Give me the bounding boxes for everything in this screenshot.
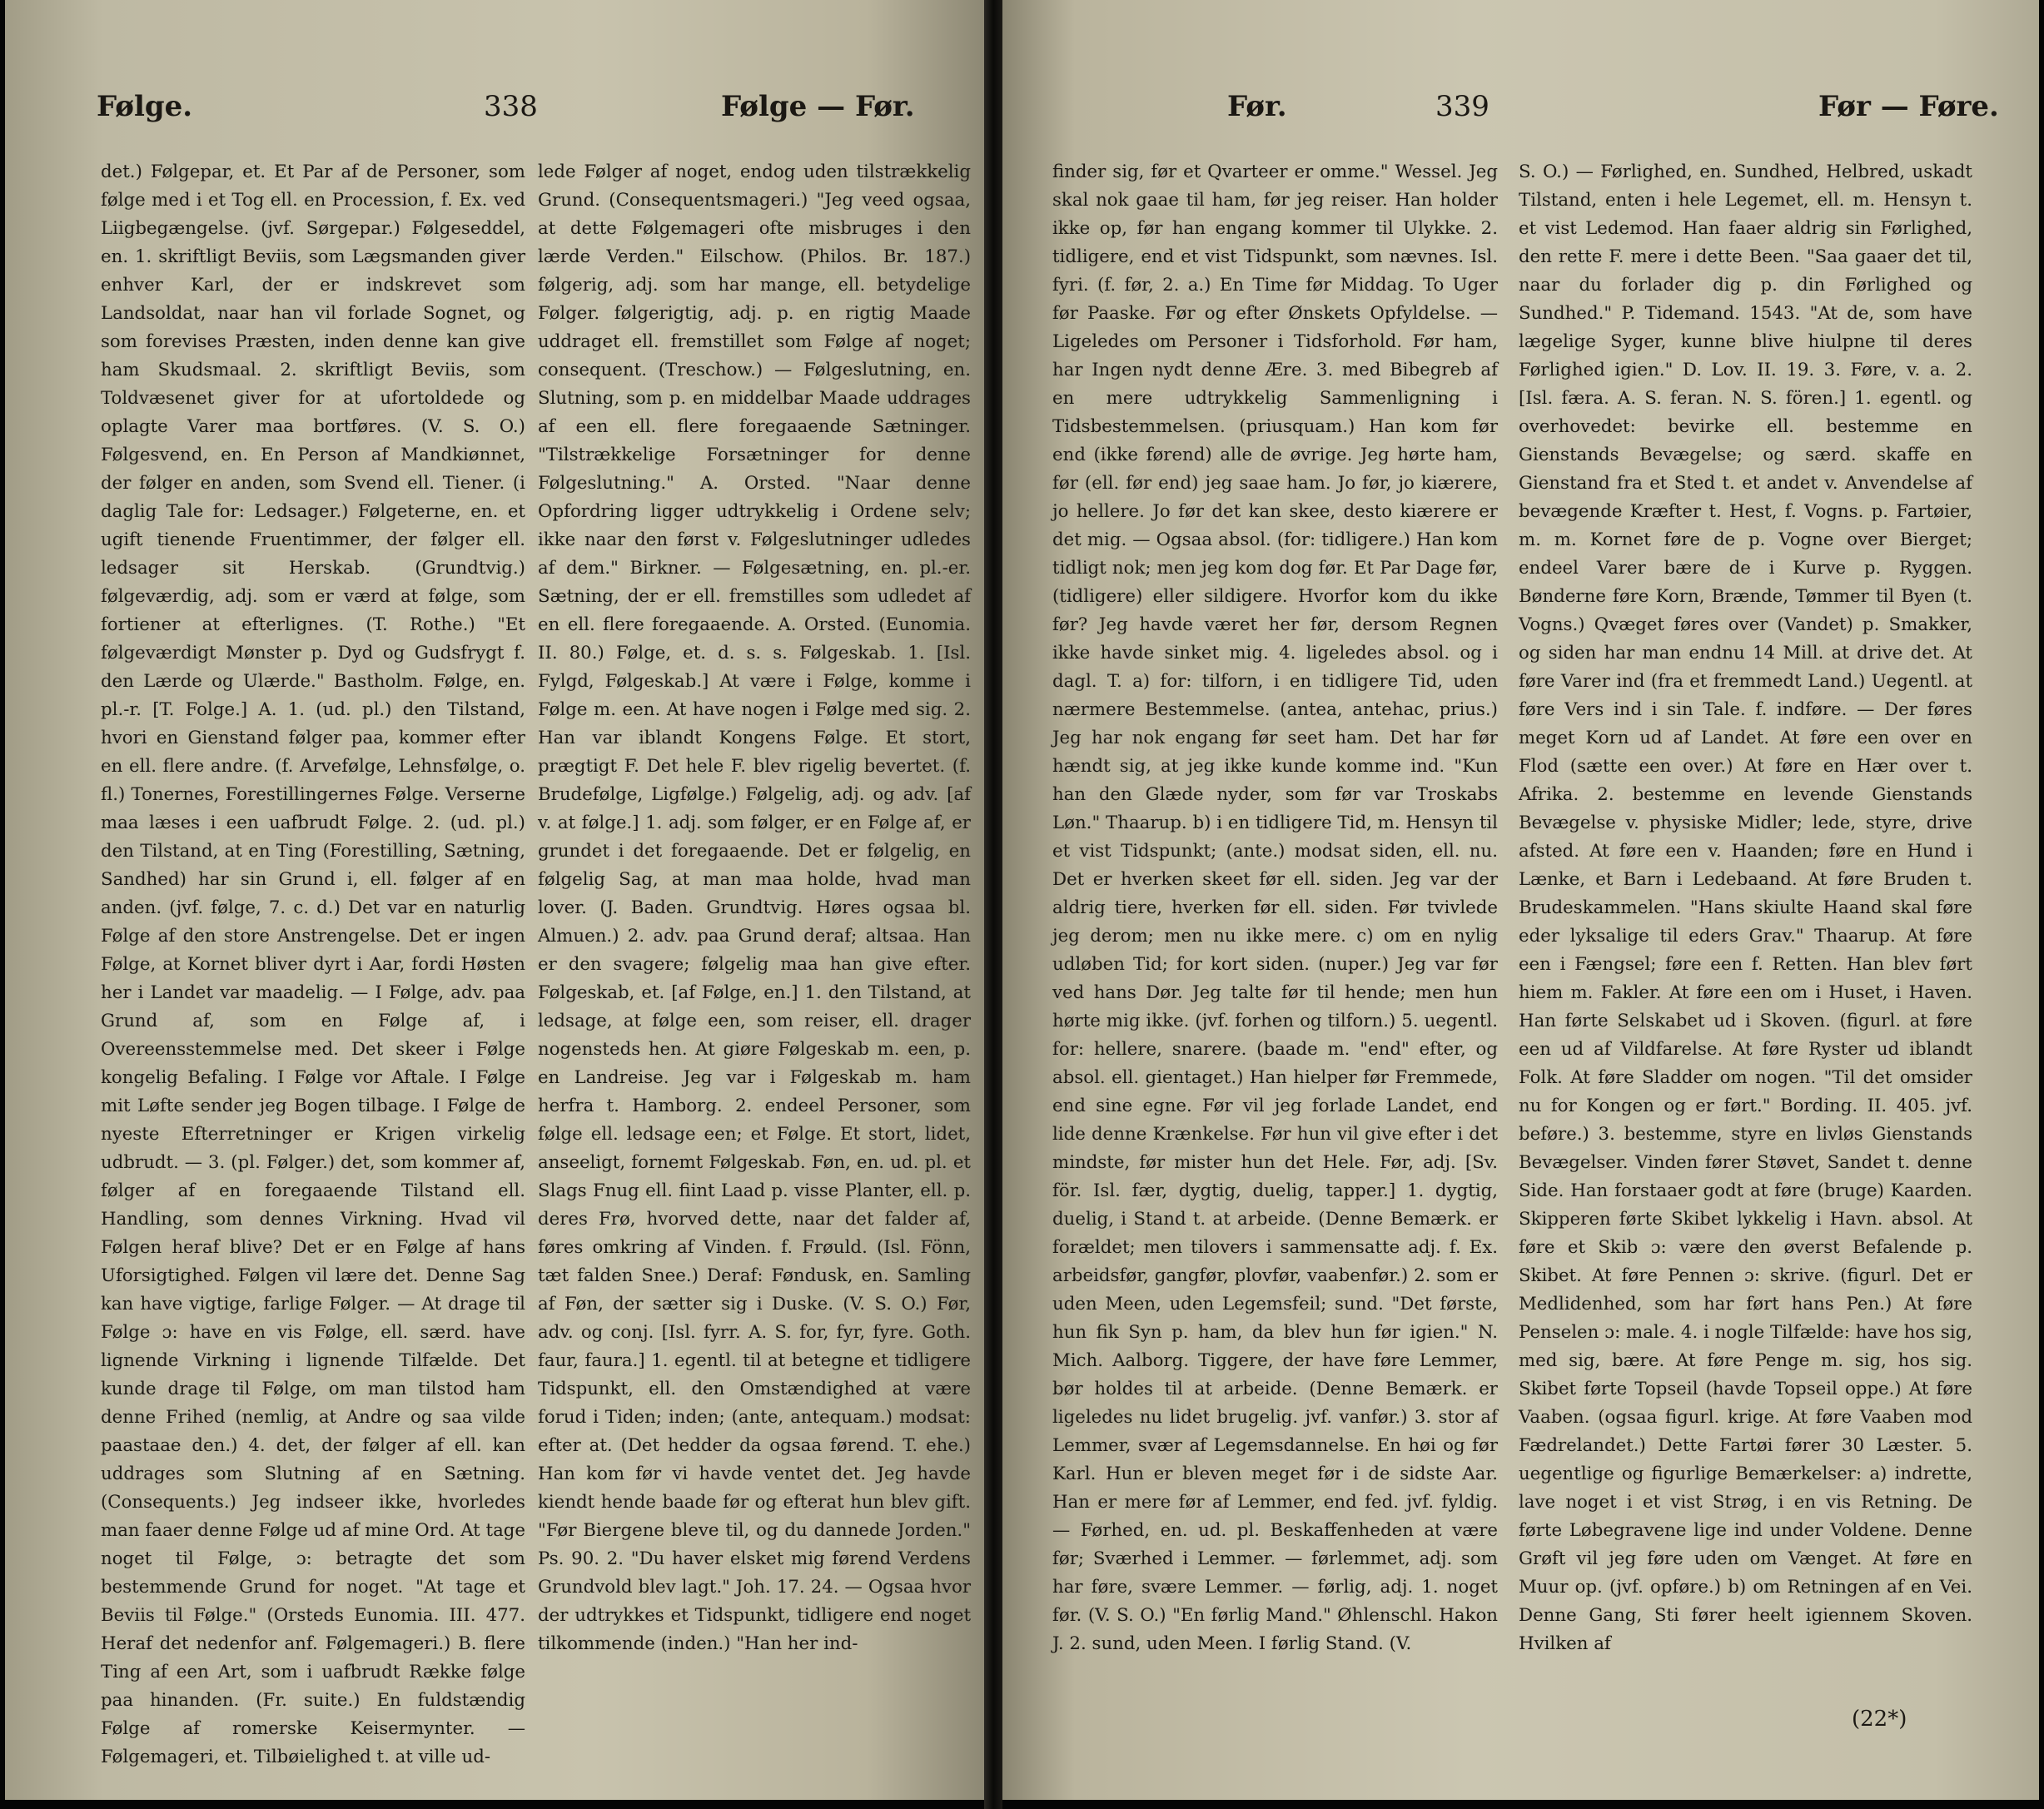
column-text: det.) Følgepar, et. Et Par af de Personer, som følge med i et Tog ell. en Procession, f. Ex. ved Liigbegængelse. (jvf. Sørgepar.) Følgeseddel, en. 1. skriftligt Beviis, som Lægsmanden giver enhver Karl, der er indskrevet som Landsoldat, naar han vil forlade Sognet, og som forevises Præsten, inden denne kan give ham Skudsmaal. 2. skriftligt Beviis, som Toldvæsenet giver for at ufortoldede og oplagte Varer maa bortføres. (V. S. O.) Følgesvend, en. En Person af Mandkiønnet, der følger en anden, som Svend ell. Tiener. (i daglig Tale for: Ledsager.) Følgeterne, en. et ugift tienende Fruentimmer, der følger ell. ledsager sit Herskab. (Grundtvig.) følgeværdig, adj. som er værd at følge, som fortiener at efterlignes. (T. Rothe.) "Et følgeværdigt Mønster p. Dyd og Gudsfrygt f. den Lærde og Ulærde." Bastholm. Følge, en. pl.-r. [T. Folge.] A. 1. (ud. pl.) den Tilstand, hvori en Gienstand følger paa, kommer efter en ell. flere andre. (f. Arvefølge, Lehnsfølge, o. fl.) Tonernes, Forestillingernes Følge. Verserne maa læses i een uafbrudt Følge. 2. (ud. pl.) den Tilstand, at en Ting (Forestilling, Sætning, Sandhed) har sin Grund i, ell. følger af en anden. (jvf. følge, 7. c. d.) Det var en naturlig Følge af den store Anstrengelse. Det er ingen Følge, at Kornet bliver dyrt i Aar, fordi Høsten her i Landet var maadelig. — I Følge, adv. paa Grund af, som en Følge af, i Overeensstemmelse med. Det skeer i Følge kongelig Befaling. I Følge vor Aftale. I Følge mit Løfte sender jeg Bogen tilbage. I Følge de nyeste Efterretninger er Krigen virkelig udbrudt. — 3. (pl. Følger.) det, som kommer af, følger af en foregaaende Tilstand ell. Handling, som dennes Virkning. Hvad vil Følgen heraf blive? Det er en Følge af hans Uforsigtighed. Følgen vil lære det. Denne Sag kan have vigtige, farlige Følger. — At drage til Følge ɔ: have en vis Følge, ell. særd. have lignende Virkning i lignende Tilfælde. Det kunde drage til Følge, om man tilstod ham denne Frihed (nemlig, at Andre og saa vilde paastaae den.) 4. det, der følger af ell. kan uddrages som Slutning af en Sætning. (Consequents.) Jeg indseer ikke, hvorledes man faaer denne Følge ud af mine Ord. At tage noget til Følge, ɔ: betragte det som bestemmende Grund for noget. "At tage et Beviis til Følge." (Orsteds Eunomia. III. 477. Heraf det nedenfor anf. Følgemageri.) B. flere Ting af een Art, som i uafbrudt Række følge paa hinanden. (Fr. suite.) En fuldstændig Følge af romerske Keisermynter. — Følgemageri, et. Tilbøielighed t. at ville ud-: [101, 162, 525, 1767]
column-text: S. O.) — Førlighed, en. Sundhed, Helbred, uskadt Tilstand, enten i hele Legemet, ell. m. Hensyn t. et vist Ledemod. Han faaer aldrig sin Førlighed, den rette F. mere i dette Been. "Saa gaaer det til, naar du forlader dig p. din Førlighed og Sundhed." P. Tidemand. 1543. "At de, som have lægelige Syger, kunne blive hiulpne til deres Førlighed igien." D. Lov. II. 19. 3. Føre, v. a. 2. [Isl. færa. A. S. feran. N. S. fören.] 1. egentl. og overhovedet: bevirke ell. bestemme en Gienstands Bevægelse; og særd. skaffe en Gienstand fra et Sted t. et andet v. Anvendelse af bevægende Kræfter t. Hest, f. Vogns. p. Fartøier, m. m. Kornet føre de p. Vogne over Bierget; endeel Varer bære de i Kurve p. Ryggen. Bønderne føre Korn, Brænde, Tømmer til Byen (t. Vogns.) Qvæget føres over (Vandet) p. Smakker, og siden har man endnu 14 Mill. at drive det. At føre Varer ind (fra et fremmedt Land.) Uegentl. at føre Vers ind i sin Tale. f. indføre. — Der føres meget Korn ud af Landet. At føre een over en Flod (sætte een over.) At føre en Hær over t. Afrika. 2. bestemme en levende Gienstands Bevægelse v. physiske Midler; lede, styre, drive afsted. At føre een v. Haanden; føre en Hund i Lænke, et Barn i Ledebaand. At føre Bruden t. Brudeskammelen. "Hans skiulte Haand skal føre eder lyksalige til eders Grav." Thaarup. At føre een i Fængsel; føre een f. Retten. Han blev ført hiem m. Fakler. At føre een om i Huset, i Haven. Han førte Selskabet ud i Skoven. (figurl. at føre een ud af Vildfarelse. At føre Ryster ud iblandt Folk. At føre Sladder om nogen. "Til det omsider nu for Kongen og er ført." Bording. II. 405. jvf. beføre.) 3. bestemme, styre en livløs Gienstands Bevægelser. Vinden fører Støvet, Sandet t. denne Side. Han forstaaer godt at føre (bruge) Kaarden. Skipperen førte Skibet lykkelig i Havn. absol. At føre et Skib ɔ: være den øverst Befalende p. Skibet. At føre Pennen ɔ: skrive. (figurl. Det er Medlidenhed, som har ført hans Pen.) At føre Penselen ɔ: male. 4. i nogle Tilfælde: have hos sig, med sig, bære. At føre Penge m. sig, hos sig. Skibet førte Topseil (havde Topseil oppe.) At føre Vaaben. (ogsaa figurl. krige. At føre Vaaben mod Fædrelandet.) Dette Fartøi fører 30 Læster. 5. uegentlige og figurlige Bemærkelser: a) indrette, lave noget i et vist Strøg, i en vis Retning. De førte Løbegravene lige ind under Voldene. Denne Grøft vil jeg føre uden om Vænget. At føre en Muur op. (jvf. opføre.) b) om Retningen af en Vei. Denne Gang, Sti fører heelt igiennem Skoven. Hvilken af: [1519, 162, 1972, 1654]
column-right: [1519, 158, 1972, 1658]
column-left: [101, 158, 525, 1772]
column-text: finder sig, før et Qvarteer er omme." Wessel. Jeg skal nok gaae til ham, før jeg reiser. Han holder ikke op, før han engang kommer til Ulykke. 2. tidligere, end et vist Tidspunkt, som nævnes. Isl. fyri. (f. før, 2. a.) En Time før Middag. To Uger før Paaske. Før og efter Ønskets Opfyldelse. — Ligeledes om Personer i Tidsforhold. Før ham, har Ingen nydt denne Ære. 3. med Bibegreb af en mere udtrykkelig Sammenligning i Tidsbestemmelsen. (priusquam.) Han kom før end (ikke førend) alle de øvrige. Jeg hørte ham, før (ell. før end) jeg saae ham. Jo før, jo kiærere, jo hellere. Jo før det kan skee, desto kiærere er det mig. — Ogsaa absol. (for: tidligere.) Han kom tidligt nok; men jeg kom dog før. Et Par Dage før, (tidligere) eller sildigere. Hvorfor kom du ikke før? Jeg havde været her før, dersom Regnen ikke havde sinket mig. 4. ligeledes absol. og i dagl. T. a) for: tilforn, i en tidligere Tid, uden nærmere Bestemmelse. (antea, antehac, prius.) Jeg har nok engang før seet ham. Det har før hændt sig, at jeg ikke kunde komme ind. "Kun han den Glæde nyder, som før var Troskabs Løn." Thaarup. b) i en tidligere Tid, m. Hensyn til et vist Tidspunkt; (ante.) modsat siden, ell. nu. Det er hverken skeet før ell. siden. Jeg var der aldrig tiere, hverken før ell. siden. Før tvivlede jeg derom; men nu ikke mere. c) om en nylig udløben Tid; for kort siden. (nuper.) Jeg var før ved hans Dør. Jeg talte før til hende; men hun hørte mig ikke. (jvf. forhen og tilforn.) 5. uegentl. for: hellere, snarere. (baade m. "end" efter, og absol. ell. gientaget.) Han hielper før Fremmede, end sine egne. Før vil jeg forlade Landet, end lide denne Krænkelse. Før hun vil give efter i det mindste, før mister hun det Hele. Før, adj. [Sv. för. Isl. fær, dygtig, duelig, tapper.] 1. dygtig, duelig, i Stand t. at arbeide. (Denne Bemærk. er forældet; men tilovers i sammensatte adj. f. Ex. arbeidsfør, gangfør, plovfør, vaabenfør.) 2. som er uden Meen, uden Legemsfeil; sund. "Det første, hun fik Syn p. ham, da blev hun før igien." N. Mich. Aalborg. Tiggere, der have føre Lemmer, bør holdes til at arbeide. (Denne Bemærk. er ligeledes nu lidet brugelig. jvf. vanfør.) 3. stor af Lemmer, svær af Legemsdannelse. En høi og før Karl. Hun er bleven meget før i de sidste Aar. Han er mere før af Lemmer, end fed. jvf. fyldig. — Førhed, en. ud. pl. Beskaffenheden at være før; Sværhed i Lemmer. — førlemmet, adj. som har føre, svære Lemmer. — førlig, adj. 1. noget før. (V. S. O.) "En førlig Mand." Øhlenschl. Hakon J. 2. sund, uden Meen. I førlig Stand. (V.: [1052, 162, 1498, 1654]
page-number: 339: [1435, 90, 1489, 123]
right-page: [1002, 0, 2039, 1800]
running-header: [5, 90, 984, 137]
column-text: lede Følger af noget, endog uden tilstrækkelig Grund. (Consequentsmageri.) "Jeg veed ogsaa, at dette Følgemageri ofte misbruges i den lærde Verden." Eilschow. (Philos. Br. 187.) følgerig, adj. som har mange, ell. betydelige Følger. følgerigtig, adj. p. en rigtig Maade uddraget ell. fremstillet som Følge af noget; consequent. (Treschow.) — Følgeslutning, en. Slutning, som p. en middelbar Maade uddrages af een ell. flere foregaaende Sætninger. "Tilstrækkelige Forsætninger for denne Følgeslutning." A. Orsted. "Naar denne Opfordring ligger udtrykkelig i Ordene selv; ikke naar den først v. Følgeslutninger udledes af dem." Birkner. — Følgesætning, en. pl.-er. Sætning, der er ell. fremstilles som udledet af en ell. flere foregaaende. A. Orsted. (Eunomia. II. 80.) Følge, et. d. s. s. Følgeskab. 1. [Isl. Fylgd, Følgeskab.] At være i Følge, komme i Følge m. een. At have nogen i Følge med sig. 2. Han var iblandt Kongens Følge. Et stort, prægtigt F. Det hele F. blev rigelig bevertet. (f. Brudefølge, Ligfølge.) Følgelig, adj. og adv. [af v. at følge.] 1. adj. som følger, er en Følge af, er grundet i det foregaaende. Det er følgelig, en følgelig Sag, at man maa holde, hvad man lover. (J. Baden. Grundtvig. Høres ogsaa bl. Almuen.) 2. adv. paa Grund deraf; altsaa. Han er den svagere; følgelig maa han give efter. Følgeskab, et. [af Følge, en.] 1. den Tilstand, at ledsage, at følge een, som reiser, ell. drager nogensteds hen. At giøre Følgeskab m. een, p. en Landreise. Jeg var i Følgeskab m. ham herfra t. Hamborg. 2. endeel Personer, som følge ell. ledsage een; et Følge. Et stort, lidet, anseeligt, fornemt Følgeskab. Føn, en. ud. pl. et Slags Fnug ell. fiint Laad p. visse Planter, ell. p. deres Frø, hvorved dette, naar det falder af, føres omkring af Vinden. f. Frøuld. (Isl. Fönn, tæt falden Snee.) Deraf: Føndusk, en. Samling af Føn, der sætter sig i Duske. (V. S. O.) Før, adv. og conj. [Isl. fyrr. A. S. for, fyr, fyre. Goth. faur, faura.] 1. egentl. til at betegne et tidligere Tidspunkt, ell. den Omstændighed at være forud i Tiden; inden; (ante, antequam.) modsat: efter at. (Det hedder da ogsaa førend. T. ehe.) Han kom før vi havde ventet det. Jeg havde kiendt hende baade før og efterat hun blev gift. "Før Biergene bleve til, og du dannede Jorden." Ps. 90. 2. "Du haver elsket mig førend Verdens Grundvold blev lagt." Joh. 17. 24. — Ogsaa hvor der udtrykkes et Tidspunkt, tidligere end noget tilkommende (inden.) "Han her ind-: [538, 162, 971, 1654]
signature-mark: (22*): [1852, 1707, 1907, 1732]
column-left: [1052, 158, 1498, 1658]
column-right: [538, 158, 971, 1658]
book-gutter: [984, 0, 1002, 1809]
header-right-range: Følge — Før.: [721, 90, 915, 123]
header-left-word: Før.: [1227, 90, 1287, 123]
left-page: [5, 0, 984, 1800]
running-header: [1002, 90, 2039, 137]
page-number: 338: [484, 90, 538, 123]
header-left-word: Følge.: [97, 90, 193, 123]
header-right-range: Før — Føre.: [1818, 90, 1999, 123]
